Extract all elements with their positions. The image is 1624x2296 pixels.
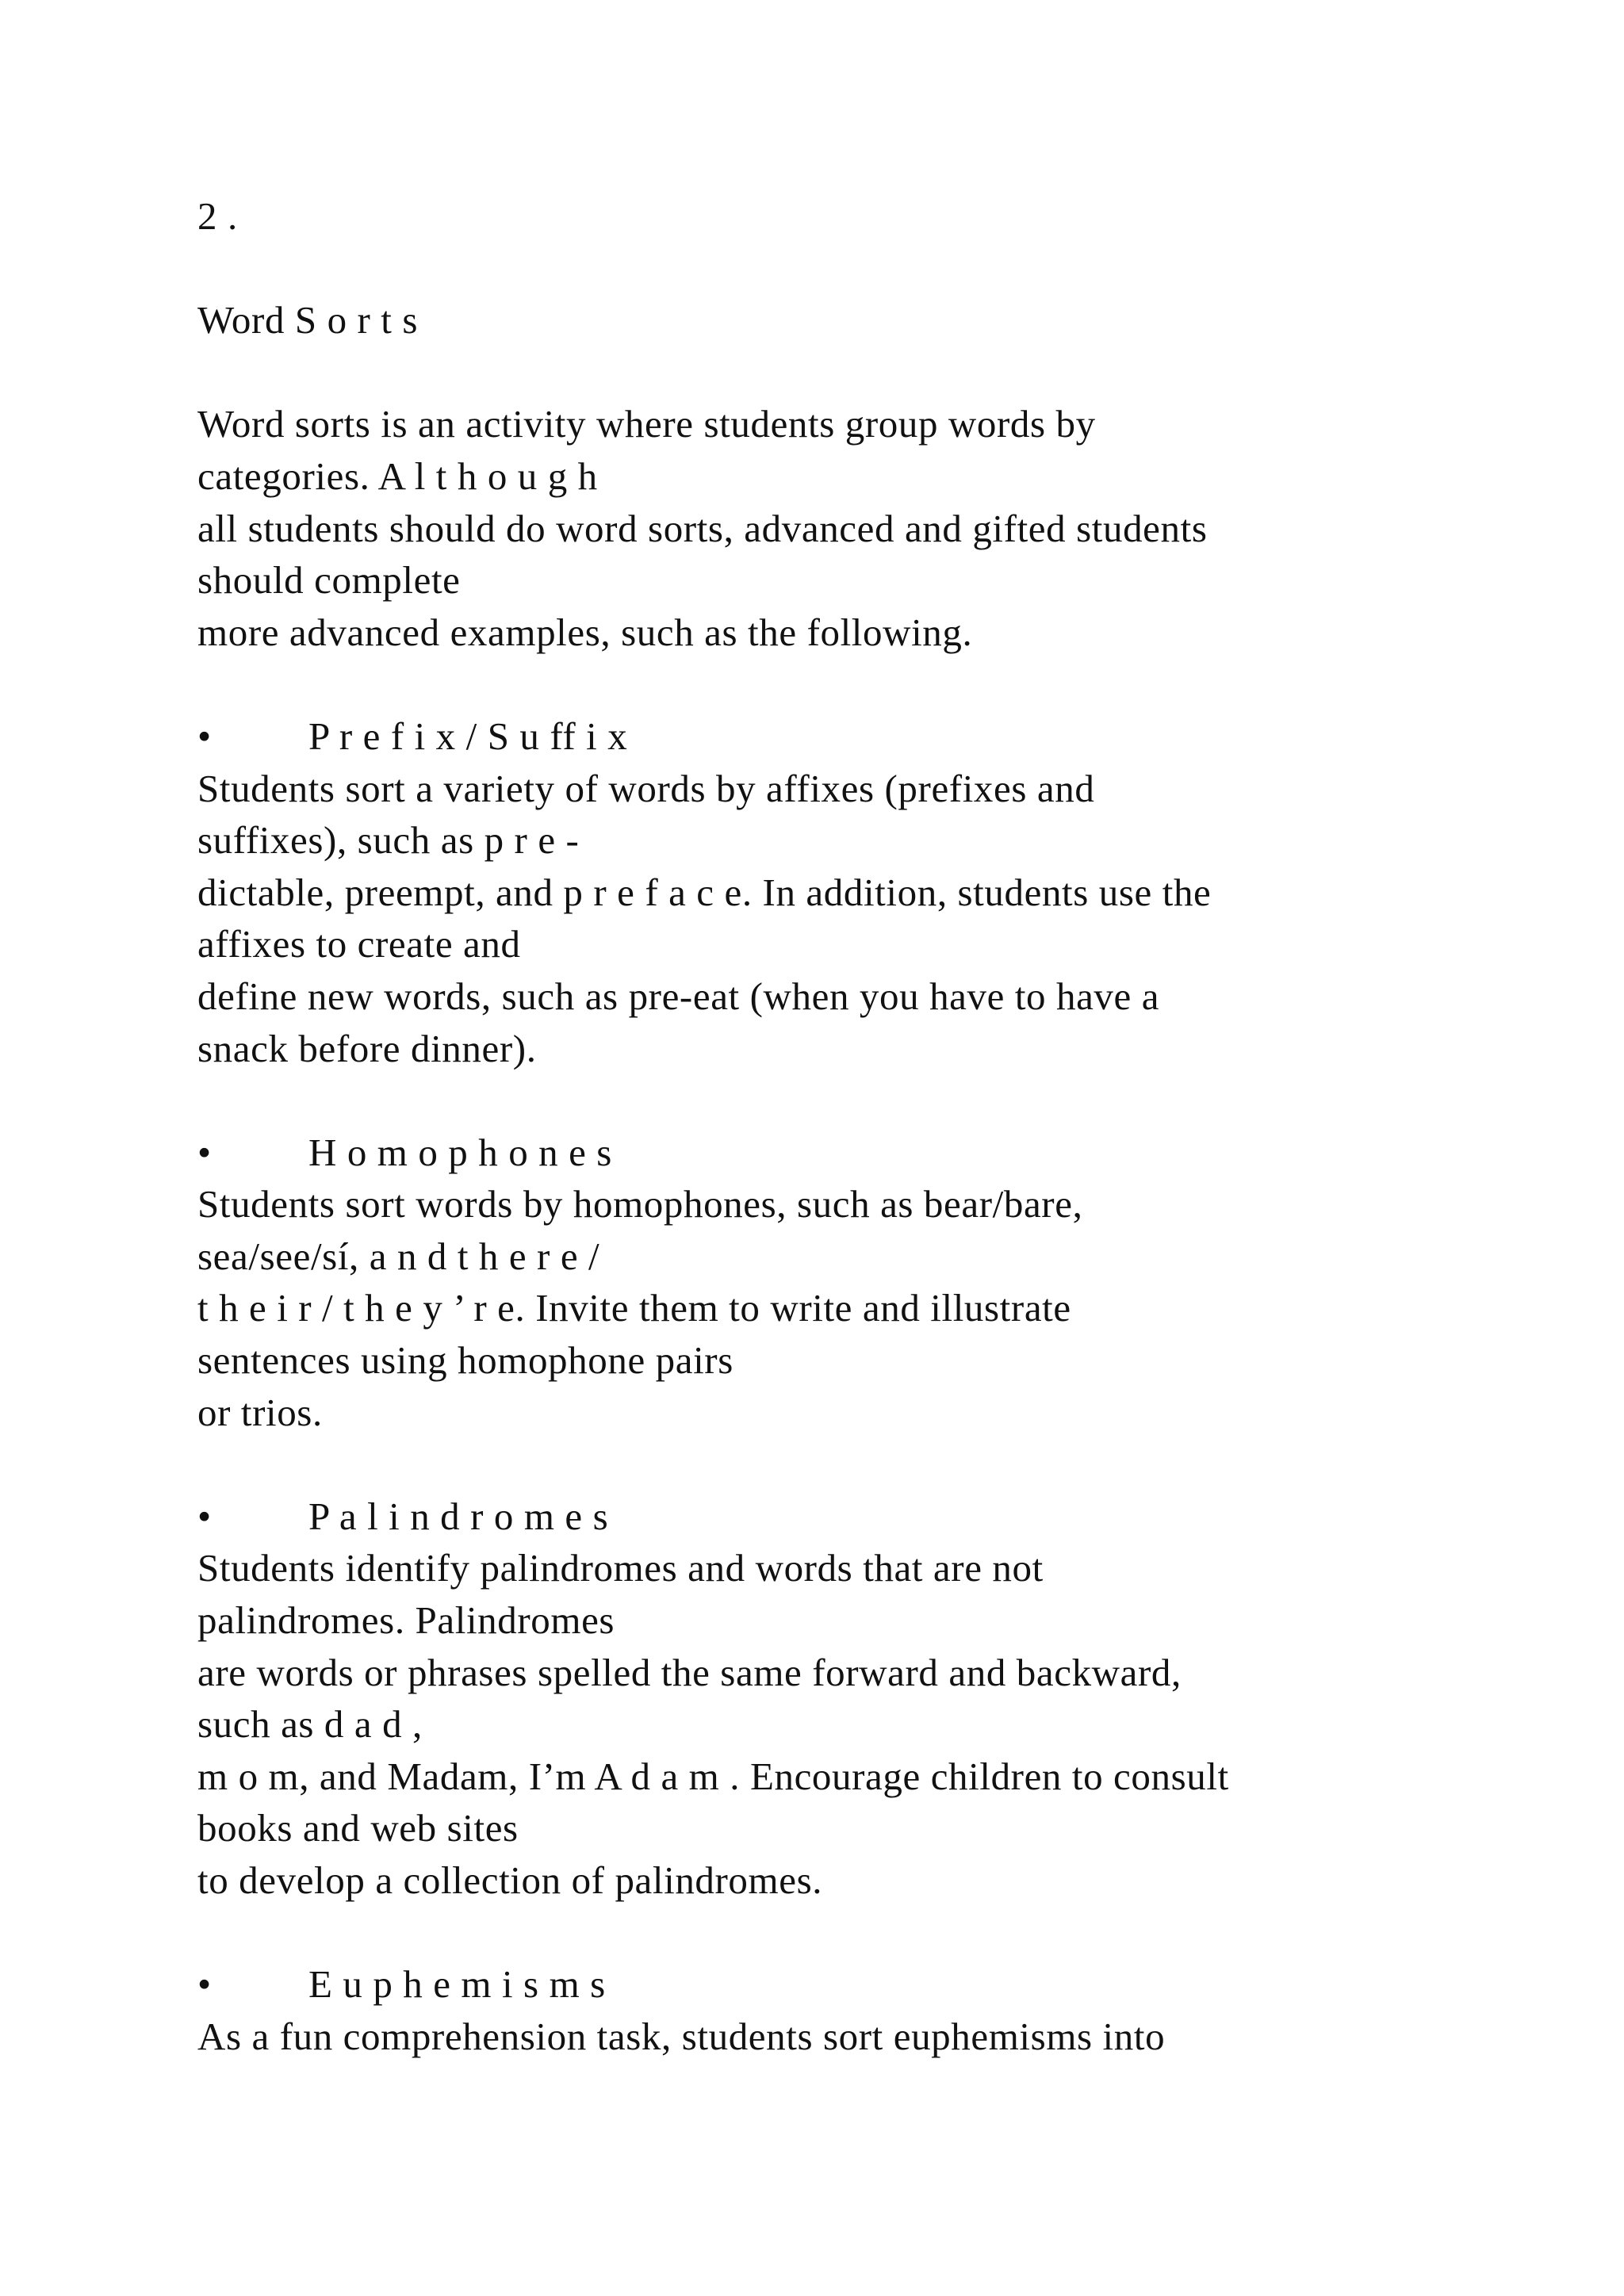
paragraph-line: sea/see/sí, a n d t h e r e / xyxy=(197,1234,600,1278)
paragraph-line: books and web sites xyxy=(197,1806,519,1850)
list-item-palindromes xyxy=(197,1490,1545,1907)
bullet-icon: • xyxy=(197,1962,212,2007)
list-item-heading: P a l i n d r o m e s xyxy=(308,1494,609,1538)
paragraph-line: Students sort a variety of words by affixes (prefixes and xyxy=(197,766,1095,810)
paragraph-line: Students sort words by homophones, such as bear/bare, xyxy=(197,1182,1083,1226)
paragraph-line: such as d a d , xyxy=(197,1702,423,1747)
paragraph-line: snack before dinner). xyxy=(197,1026,537,1070)
paragraph-line: Word sorts is an activity where students group words by xyxy=(197,402,1096,446)
list-item-prefix-suffix xyxy=(197,710,1545,1074)
bullet-icon: • xyxy=(197,714,212,758)
list-item-heading-row xyxy=(197,1127,1545,1179)
list-item-heading: P r e f i x / S u ff i x xyxy=(308,714,628,758)
paragraph-line: t h e i r / t h e y ’ r e. Invite them to write and illustrate xyxy=(197,1286,1071,1330)
paragraph-line: palindromes. Palindromes xyxy=(197,1598,615,1643)
spacer xyxy=(197,243,1545,295)
list-item-heading-row xyxy=(197,710,1545,763)
spacer xyxy=(197,658,1545,710)
paragraph-line: Students identify palindromes and words that are not xyxy=(197,1546,1044,1590)
section-number: 2 . xyxy=(197,194,238,238)
paragraph-line: or trios. xyxy=(197,1390,323,1434)
paragraph-line: As a fun comprehension task, students sort euphemisms into xyxy=(197,2014,1166,2058)
paragraph-line: suffixes), such as p r e - xyxy=(197,818,580,863)
paragraph-line: affixes to create and xyxy=(197,922,521,966)
spacer xyxy=(197,1074,1545,1127)
paragraph-line: dictable, preempt, and p r e f a c e. In addition, students use the xyxy=(197,870,1212,914)
spacer xyxy=(197,346,1545,399)
paragraph-line: categories. A l t h o u g h xyxy=(197,453,598,498)
intro-paragraph xyxy=(197,398,1545,658)
list-item-heading-row xyxy=(197,1490,1545,1543)
paragraph-line: sentences using homophone pairs xyxy=(197,1338,733,1383)
paragraph-line: m o m, and Madam, I’m A d a m . Encourage children to consult xyxy=(197,1754,1229,1798)
paragraph-line: all students should do word sorts, advanced and gifted students xyxy=(197,506,1208,550)
bullet-icon: • xyxy=(197,1494,212,1538)
paragraph-line: are words or phrases spelled the same forward and backward, xyxy=(197,1650,1182,1694)
paragraph-line: more advanced examples, such as the following. xyxy=(197,610,973,654)
spacer xyxy=(197,1438,1545,1490)
paragraph-line: should complete xyxy=(197,558,461,603)
list-item-heading-row xyxy=(197,1958,1545,2011)
list-item-heading: H o m o p h o n e s xyxy=(308,1130,612,1174)
document-body xyxy=(197,190,1545,2062)
paragraph-line: define new words, such as pre-eat (when you have to have a xyxy=(197,974,1160,1018)
paragraph-line: to develop a collection of palindromes. xyxy=(197,1858,823,1902)
list-item-homophones xyxy=(197,1127,1545,1439)
section-title: Word S o r t s xyxy=(197,298,419,342)
list-item-euphemisms xyxy=(197,1958,1545,2062)
spacer xyxy=(197,1907,1545,1959)
list-item-heading: E u p h e m i s m s xyxy=(308,1962,606,2007)
bullet-icon: • xyxy=(197,1130,212,1174)
